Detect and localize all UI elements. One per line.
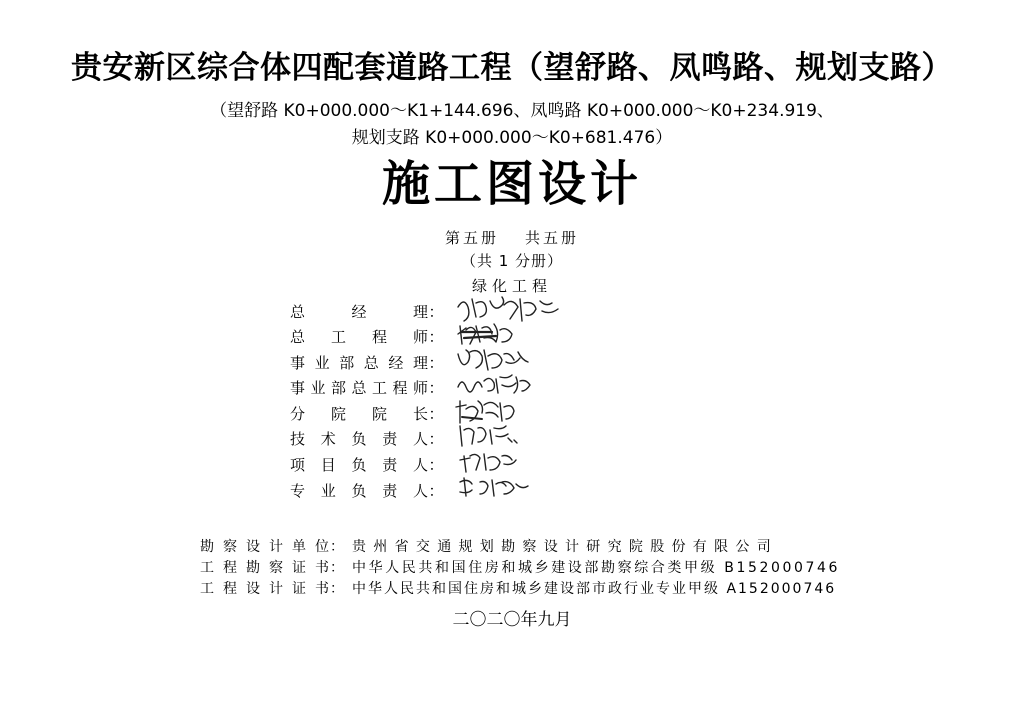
info-label: 工程设计证书 (200, 581, 330, 597)
issue-date: 二〇二〇年九月 (452, 610, 572, 630)
document-type-title: 施工图设计 (381, 156, 642, 212)
signatory-title: 专业负责人 (290, 482, 428, 500)
volume-current: 第五册 (444, 229, 499, 247)
volume-name: 绿化工程 (471, 277, 552, 295)
project-title: 贵安新区综合体四配套道路工程（望舒路、凤鸣路、规划支路） (71, 50, 953, 86)
info-row-design-unit: 勘察设计单位： 贵州省交通规划勘察设计研究院股份有限公司 (200, 536, 778, 558)
signatory-title: 总工程师 (290, 328, 428, 346)
info-label: 工程勘察证书 (200, 560, 330, 576)
signatory-title: 事业部总经理 (290, 354, 428, 372)
signatory-row: 技术负责人： (290, 428, 444, 450)
info-value: 中华人民共和国住房和城乡建设部勘察综合类甲级 B152000746 (352, 560, 841, 576)
signatory-title: 项目负责人 (290, 456, 428, 474)
signatory-row: 项目负责人： (290, 454, 444, 476)
signatory-row: 专业负责人： (290, 480, 444, 502)
project-stations-line-1: （望舒路 K0+000.000～K1+144.696、凤鸣路 K0+000.000～K0+234.919、 (210, 101, 834, 121)
signatory-row: 分院院长： (290, 403, 444, 425)
volume-total: 共五册 (525, 229, 580, 247)
handwritten-signature-icon (454, 472, 564, 502)
volume-parts: （共 1 分册） (460, 252, 564, 270)
signatory-row: 事业部总工程师： (290, 377, 444, 399)
info-value: 中华人民共和国住房和城乡建设部市政行业专业甲级 A152000746 (352, 581, 837, 597)
signatory-title: 技术负责人 (290, 430, 428, 448)
info-row-design-certificate: 工程设计证书： 中华人民共和国住房和城乡建设部市政行业专业甲级 A152000746 (200, 578, 836, 600)
signatory-title: 分院院长 (290, 405, 428, 423)
volume-number (0, 228, 1024, 248)
info-value: 贵州省交通规划勘察设计研究院股份有限公司 (352, 539, 778, 555)
project-stations-line-2: 规划支路 K0+000.000～K0+681.476） (351, 128, 673, 148)
info-row-survey-certificate: 工程勘察证书： 中华人民共和国住房和城乡建设部勘察综合类甲级 B152000746 (200, 557, 840, 579)
signatory-row: 总经理： (290, 301, 444, 323)
signatory-row: 总工程师： (290, 326, 444, 348)
signatory-row: 事业部总经理： (290, 352, 444, 374)
signatory-title: 总经理 (290, 303, 428, 321)
signatory-title: 事业部总工程师 (290, 379, 428, 397)
info-label: 勘察设计单位 (200, 539, 330, 555)
